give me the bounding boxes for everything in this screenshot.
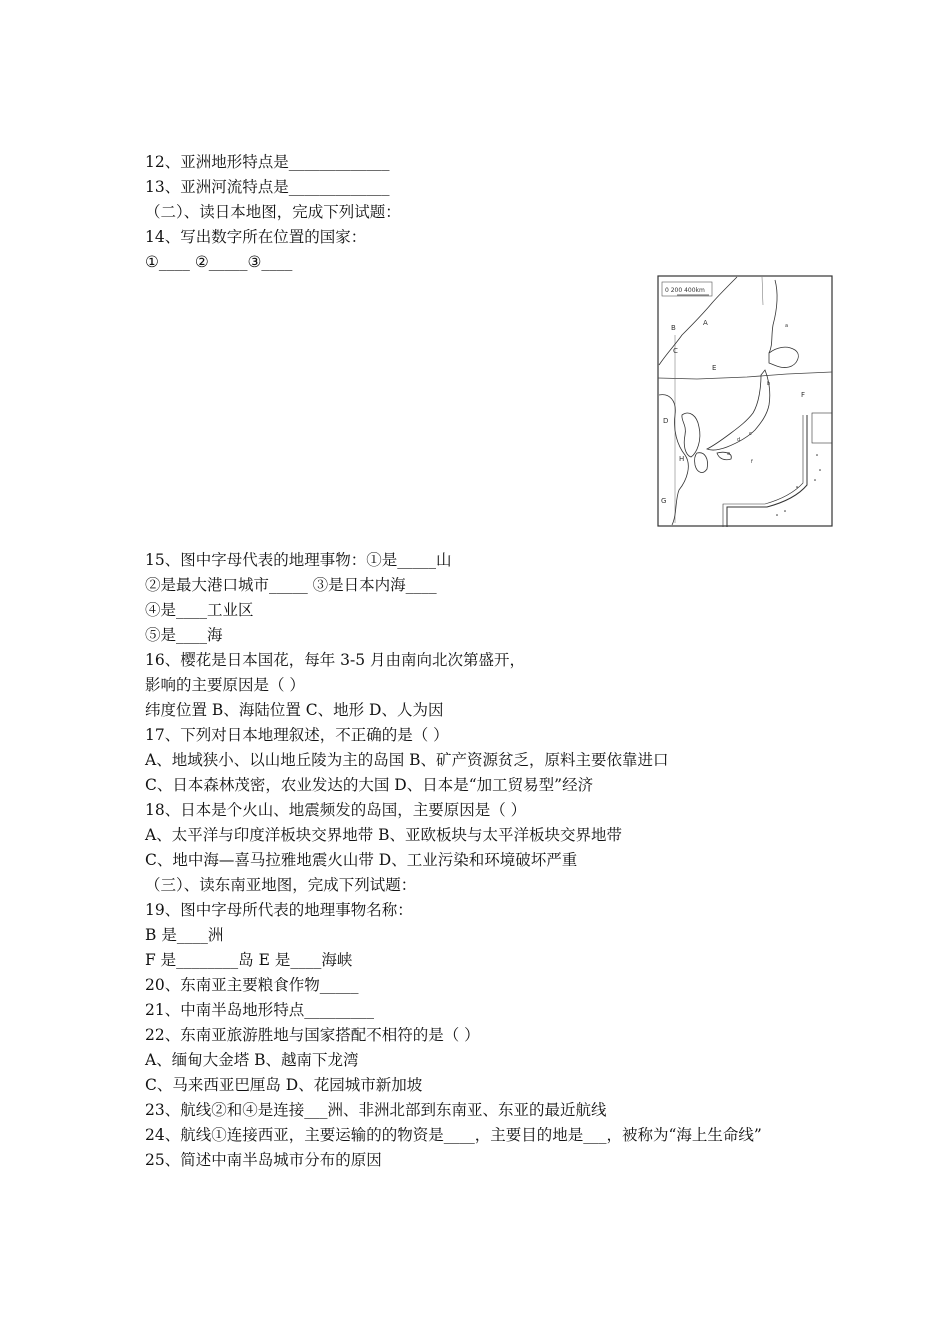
question-16-line2: 影响的主要原因是（ ） <box>145 676 305 694</box>
question-19: 19、图中字母所代表的地理事物名称： <box>145 901 413 919</box>
map-letter-small-d: d <box>737 437 741 443</box>
map-letter-small-c: c <box>749 431 752 437</box>
scale-label: 0 200 400km <box>665 287 705 294</box>
section-3-heading: （三）、读东南亚地图，完成下列试题： <box>145 876 417 894</box>
map-letter-b: B <box>671 324 676 332</box>
question-12: 12、亚洲地形特点是_____________ <box>145 153 390 171</box>
question-22-options-ab: A、缅甸大金塔 B、越南下龙湾 <box>145 1051 359 1069</box>
map-letter-h: H <box>679 455 685 463</box>
japan-map-image <box>657 275 833 527</box>
question-17: 17、下列对日本地理叙述，不正确的是（ ） <box>145 726 449 744</box>
section-2-heading: （二）、读日本地图，完成下列试题： <box>145 203 401 221</box>
question-17-options-ab: A、地域狭小、以山地丘陵为主的岛国 B、矿产资源贫乏，原料主要依靠进口 <box>145 751 669 769</box>
question-15-line3: ④是____工业区 <box>145 601 254 619</box>
map-letter-c: C <box>673 347 678 355</box>
question-18-options-ab: A、太平洋与印度洋板块交界地带 B、亚欧板块与太平洋板块交界地带 <box>145 826 623 844</box>
question-13: 13、亚洲河流特点是_____________ <box>145 178 390 196</box>
question-23: 23、航线②和④是连接___洲、非洲北部到东南亚、东亚的最近航线 <box>145 1101 607 1119</box>
question-21: 21、中南半岛地形特点_________ <box>145 1001 374 1019</box>
question-25: 25、简述中南半岛城市分布的原因 <box>145 1151 382 1169</box>
question-20: 20、东南亚主要粮食作物_____ <box>145 976 359 994</box>
map-letter-e: E <box>712 364 717 372</box>
question-18-options-cd: C、地中海—喜马拉雅地震火山带 D、工业污染和环境破坏严重 <box>145 851 578 869</box>
question-18: 18、日本是个火山、地震频发的岛国，主要原因是（ ） <box>145 801 527 819</box>
map-letter-small-f: f <box>751 459 753 465</box>
question-22: 22、东南亚旅游胜地与国家搭配不相符的是（ ） <box>145 1026 480 1044</box>
question-14-blanks: ①____ ②_____③____ <box>145 253 293 271</box>
question-15-line4: ⑤是____海 <box>145 626 223 644</box>
question-19-line3: F 是________岛 E 是____海峡 <box>145 951 353 969</box>
question-19-line2: B 是____洲 <box>145 926 224 944</box>
map-letter-f: F <box>801 391 806 399</box>
question-17-options-cd: C、日本森林茂密，农业发达的大国 D、日本是“加工贸易型”经济 <box>145 776 594 794</box>
map-letter-g: G <box>661 497 667 505</box>
question-15: 15、图中字母代表的地理事物：①是_____山 <box>145 551 452 569</box>
map-letter-a: A <box>703 319 708 327</box>
question-24: 24、航线①连接西亚，主要运输的的物资是____，主要目的地是___，被称为“海上生命线” <box>145 1126 762 1144</box>
question-15-line2: ②是最大港口城市_____ ③是日本内海____ <box>145 576 437 594</box>
map-letter-small-a: a <box>785 323 789 329</box>
map-letter-small-e: e <box>727 451 731 457</box>
question-22-options-cd: C、马来西亚巴厘岛 D、花园城市新加坡 <box>145 1076 423 1094</box>
map-letter-d: D <box>663 417 669 425</box>
map-letter-small-b: b <box>767 381 771 387</box>
question-16: 16、樱花是日本国花，每年 3-5 月由南向北次第盛开， <box>145 651 526 669</box>
question-14: 14、写出数字所在位置的国家： <box>145 228 367 246</box>
question-16-options: 纬度位置 B、海陆位置 C、地形 D、人为因 <box>145 701 444 719</box>
